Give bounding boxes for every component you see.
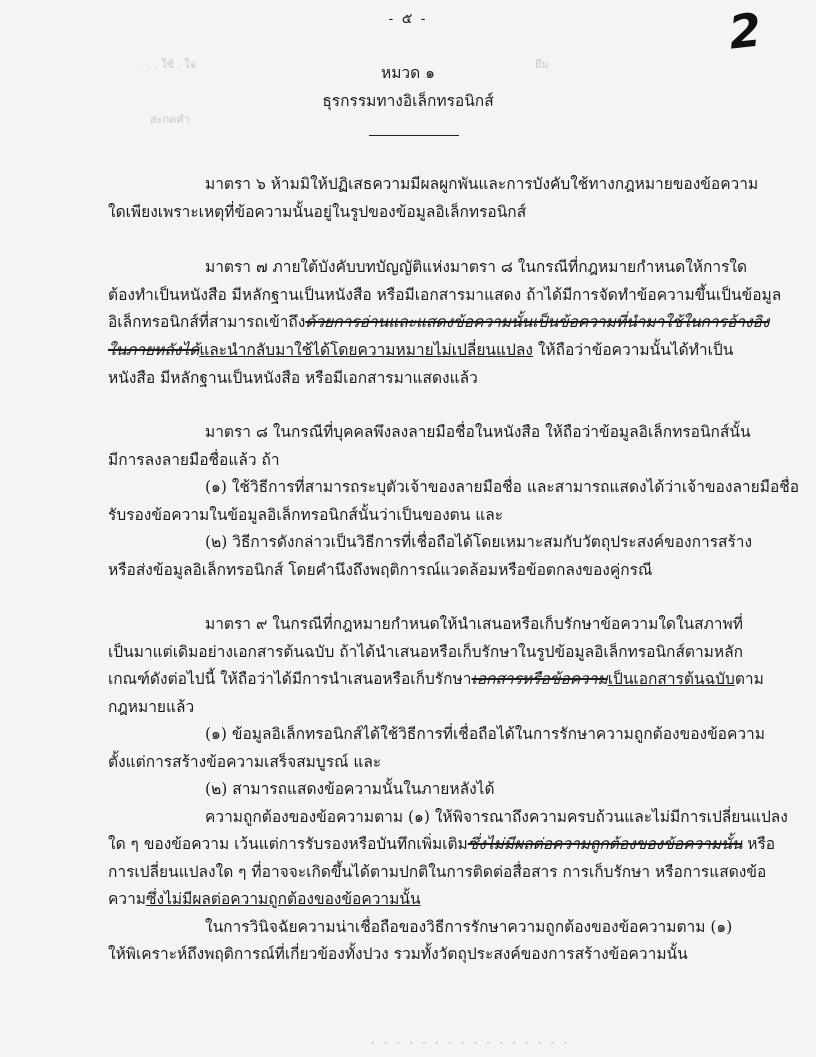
underlined-insertion: ซึ่งไม่มีผลต่อความถูกต้องของข้อความนั้น [146, 890, 421, 908]
section-7-line-3-text: อิเล็กทรอนิกส์ที่สามารถเข้าถึง [108, 313, 306, 331]
section-9-line-1: มาตรา ๙ ในกรณีที่กฎหมายกำหนดให้นำเสนอหรือเก็บรักษาข้อความใดในสภาพที่ [205, 615, 743, 633]
section-9-para-2-line-1: ความถูกต้องของข้อความตาม (๑) ให้พิจารณาถึงความครบถ้วนและไม่มีการเปลี่ยนแปลง [205, 808, 788, 826]
section-9-para-2-end: หรือ [742, 835, 776, 853]
section-7-line-5: หนังสือ มีหลักฐานเป็นหนังสือ หรือมีเอกสารมาแสดงแล้ว [108, 369, 478, 387]
section-9-para-3-line-2: ให้พิเคราะห์ถึงพฤติการณ์ที่เกี่ยวข้องทั้งปวง รวมทั้งวัตถุประสงค์ของการสร้างข้อความนั้น [108, 945, 688, 963]
section-8-clause-1: (๑) ใช้วิธีการที่สามารถระบุตัวเจ้าของลายมือชื่อ และสามารถแสดงได้ว่าเจ้าของลายมือชื่อ [205, 478, 800, 496]
section-9-line-3-text: เกณฑ์ดังต่อไปนี้ ให้ถือว่าได้มีการนำเสนอหรือเก็บรักษา [108, 670, 472, 688]
section-9-clause-1: (๑) ข้อมูลอิเล็กทรอนิกส์ได้ใช้วิธีการที่เชื่อถือได้ในการรักษาความถูกต้องของข้อความ [205, 725, 765, 743]
title-rule [369, 135, 459, 136]
section-9-para-2-line-4 [108, 888, 421, 910]
section-7-line-3 [108, 311, 769, 333]
section-6-line-1: มาตรา ๖ ห้ามมิให้ปฏิเสธความมีผลผูกพันและการบังคับใช้ทางกฎหมายของข้อความ [205, 175, 759, 193]
section-8-clause-2-cont: หรือส่งข้อมูลอิเล็กทรอนิกส์ โดยคำนึงถึงพฤติการณ์แวดล้อมหรือข้อตกลงของคู่กรณี [108, 561, 653, 579]
section-9-line-3-end: ตาม [734, 670, 764, 688]
section-8-clause-1-cont: รับรองข้อความในข้อมูลอิเล็กทรอนิกส์นั้นว่าเป็นของตน และ [108, 506, 504, 524]
section-7-line-4 [108, 339, 733, 361]
margin-mark-left-second: สะกดคำ [150, 113, 190, 126]
section-9-para-2-text: ใด ๆ ของข้อความ เว้นแต่การรับรองหรือบันทึกเพิ่มเติม [108, 835, 468, 853]
section-9-line-2: เป็นมาแต่เดิมอย่างเอกสารต้นฉบับ ถ้าได้นำเสนอหรือเก็บรักษาในรูปข้อมูลอิเล็กทรอนิกส์ตามหลัก [108, 643, 743, 661]
struck-text: ด้วยการอ่านและแสดงข้อความนั้นเป็นข้อความที่นำมาใช้ในการอ้างอิง [305, 313, 770, 331]
section-9-para-2-line-4-text: ความ [108, 890, 146, 908]
chapter-heading: หมวด ๑ [381, 64, 435, 82]
struck-text: ซึ่งไม่มีผลต่อความถูกต้องของข้อความนั้น [467, 835, 743, 853]
footer-mark: - - - - - - - - - - - - - - - - [370, 1038, 569, 1048]
margin-mark-left-top: . . . ใช้ . ใจ [140, 58, 197, 71]
section-9-clause-1-cont: ตั้งแต่การสร้างข้อความเสร็จสมบูรณ์ และ [108, 753, 382, 771]
section-9-para-2-line-3: การเปลี่ยนแปลงใด ๆ ที่อาจจะเกิดขึ้นได้ตามปกติในการติดต่อสื่อสาร การเก็บรักษา หรือการแสดงข้อ [108, 863, 767, 881]
struck-text: เอกสารหรือข้อความ [471, 670, 608, 688]
section-9-line-4: กฎหมายแล้ว [108, 698, 195, 716]
section-8-line-1: มาตรา ๘ ในกรณีที่บุคคลพึงลงลายมือชื่อในหนังสือ ให้ถือว่าข้อมูลอิเล็กทรอนิกส์นั้น [205, 423, 751, 441]
section-7-line-2: ต้องทำเป็นหนังสือ มีหลักฐานเป็นหนังสือ หรือมีเอกสารมาแสดง ถ้าได้มีการจัดทำข้อความขึ้นเป็นข้อมูล [108, 286, 782, 304]
margin-mark-right-top: ยืม [535, 58, 549, 71]
section-8-clause-2: (๒) วิธีการดังกล่าวเป็นวิธีการที่เชื่อถือได้โดยเหมาะสมกับวัตถุประสงค์ของการสร้าง [205, 533, 753, 551]
section-8-line-2: มีการลงลายมือชื่อแล้ว ถ้า [108, 451, 280, 469]
page-number: - ๕ - [388, 11, 428, 27]
struck-text: ในภายหลังได้ [108, 341, 200, 359]
section-7-line-1: มาตรา ๗ ภายใต้บังคับบทบัญญัติแห่งมาตรา ๘ ในกรณีที่กฎหมายกำหนดให้การใด [205, 258, 748, 276]
section-6-line-2: ใดเพียงเพราะเหตุที่ข้อความนั้นอยู่ในรูปของข้อมูลอิเล็กทรอนิกส์ [108, 203, 527, 221]
section-9-para-3-line-1: ในการวินิจฉัยความน่าเชื่อถือของวิธีการรักษาความถูกต้องของข้อความตาม (๑) [205, 918, 733, 936]
section-9-para-2-line-2 [108, 833, 775, 855]
section-9-clause-2: (๒) สามารถแสดงข้อความนั้นในภายหลังได้ [205, 780, 495, 798]
chapter-title: ธุรกรรมทางอิเล็กทรอนิกส์ [322, 92, 494, 110]
section-9-line-3 [108, 668, 764, 690]
underlined-insertion: และนำกลับมาใช้ได้โดยความหมายไม่เปลี่ยนแปลง [199, 341, 533, 359]
handwritten-page-mark: 2 [726, 2, 764, 60]
section-7-line-4-text: ให้ถือว่าข้อความนั้นได้ทำเป็น [532, 341, 734, 359]
underlined-insertion: เป็นเอกสารต้นฉบับ [607, 670, 735, 688]
